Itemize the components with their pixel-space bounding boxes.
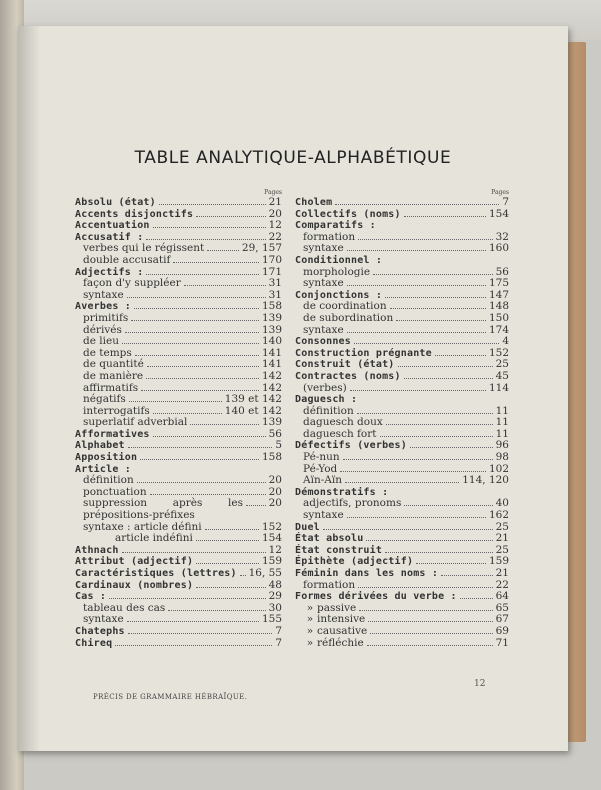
dot-leader (196, 563, 259, 564)
entry-term: façon d'y suppléer (83, 277, 181, 290)
entry-term: Aïn-Aïn (303, 474, 342, 487)
entry-term: de quantité (83, 358, 144, 371)
index-entry (295, 383, 509, 395)
entry-page-number: 142 (261, 381, 282, 394)
dot-leader (404, 505, 492, 506)
entry-page-number: 30 (268, 601, 282, 614)
dot-leader (347, 332, 486, 333)
index-entry (295, 568, 509, 580)
entry-term: Conditionnel : (295, 254, 383, 266)
index-entry (75, 533, 282, 545)
entry-page-number: 154 (261, 532, 282, 545)
entry-page-number: 141 (261, 358, 282, 371)
entry-term: Chatephs (75, 625, 125, 637)
entry-term: Averbes : (75, 301, 131, 313)
entry-term: suppression après les prépositions-préfixes (83, 497, 243, 522)
entry-term: État construit (295, 544, 383, 556)
dot-leader (404, 216, 486, 217)
entry-page-number: 162 (488, 509, 509, 522)
entry-page-number: 5 (275, 439, 282, 452)
index-entry (295, 545, 509, 557)
entry-page-number: 40 (495, 497, 509, 510)
index-column-left (75, 189, 282, 649)
entry-page-number: 29, 157 (241, 242, 282, 255)
entry-page-number: 174 (488, 323, 509, 336)
dot-leader (460, 598, 493, 599)
dot-leader (125, 332, 259, 333)
entry-term: Formes dérivées du verbe : (295, 591, 457, 603)
dot-leader (386, 424, 493, 425)
dot-leader (435, 355, 486, 356)
entry-page-number: 141 (261, 346, 282, 359)
dot-leader (134, 308, 259, 309)
dot-leader (140, 459, 259, 460)
index-column-right (295, 189, 509, 649)
entry-page-number: 155 (261, 613, 282, 626)
index-entry (295, 359, 509, 371)
dot-leader (159, 204, 266, 205)
index-entry (75, 638, 282, 650)
index-entry (295, 580, 509, 592)
entry-page-number: 7 (275, 624, 282, 637)
dot-leader (246, 505, 266, 506)
entry-term: Cas : (75, 591, 107, 603)
dot-leader (366, 540, 492, 541)
index-entry (75, 614, 282, 626)
entry-page-number: 25 (495, 543, 509, 556)
entry-term: de coordination (303, 300, 387, 313)
entry-term: syntaxe (303, 277, 344, 290)
entry-term: Apposition (75, 452, 138, 464)
entry-page-number: 150 (488, 311, 509, 324)
entry-page-number: 25 (495, 358, 509, 371)
entry-term: de subordination (303, 311, 394, 324)
page-gutter-shadow (18, 26, 40, 751)
entry-term: Caractéristiques (lettres) (75, 568, 237, 579)
index-entry (295, 452, 509, 464)
entry-page-number: 158 (261, 451, 282, 464)
dot-leader (207, 250, 239, 251)
dot-leader (358, 587, 493, 588)
entry-page-number: 64 (495, 590, 509, 603)
entry-page-number: 25 (495, 520, 509, 533)
entry-page-number: 98 (495, 451, 509, 464)
dot-leader (127, 297, 266, 298)
dot-leader (184, 285, 266, 286)
dot-leader (131, 320, 259, 321)
entry-page-number: 21 (268, 196, 282, 208)
dot-leader (380, 436, 493, 437)
dot-leader (141, 390, 259, 391)
pages-header: Pages (491, 189, 509, 196)
entry-term: interrogatifs (83, 404, 150, 417)
entry-page-number: 140 et 142 (224, 404, 282, 417)
dot-leader (323, 529, 493, 530)
entry-page-number: 175 (488, 277, 509, 290)
index-entry (75, 568, 282, 580)
dot-leader (205, 529, 259, 530)
index-entry (295, 533, 509, 545)
entry-page-number: 48 (268, 578, 282, 591)
dot-leader (390, 308, 486, 309)
index-entry (295, 556, 509, 568)
index-entry (75, 417, 282, 429)
entry-term: Duel (295, 521, 320, 533)
entry-term: » intensive (295, 614, 365, 626)
entry-term: Afformatives (75, 428, 150, 440)
entry-term: Défectifs (verbes) (295, 440, 407, 452)
entry-term: Démonstratifs : (295, 486, 389, 498)
entry-page-number: 11 (495, 427, 509, 440)
index-entry (75, 371, 282, 383)
ditto-mark: » (306, 636, 314, 649)
entry-page-number: 65 (495, 601, 509, 614)
dot-leader (146, 378, 259, 379)
entry-page-number: 20 (268, 207, 282, 220)
entry-page-number: 170 (261, 253, 282, 266)
entry-page-number: 12 (268, 543, 282, 556)
entry-term: » passive (295, 603, 356, 615)
dot-leader (150, 494, 266, 495)
entry-term: daguesch doux (303, 416, 383, 429)
index-entry (75, 429, 282, 441)
entry-term: définition (83, 474, 134, 487)
index-entry (295, 475, 509, 487)
entry-page-number: 56 (268, 427, 282, 440)
dot-leader (370, 633, 492, 634)
index-entry (295, 348, 509, 360)
entry-term: Féminin dans les noms : (295, 568, 439, 579)
index-entry (295, 394, 509, 406)
entry-term: syntaxe (303, 509, 344, 522)
entry-term: » causative (295, 626, 367, 638)
entry-term: Absolu (état) (75, 197, 156, 208)
entry-term: daguesch fort (303, 427, 377, 440)
entry-term: Collectifs (noms) (295, 208, 401, 220)
entry-page-number: 20 (268, 474, 282, 487)
index-entry (75, 336, 282, 348)
entry-page-number: 45 (495, 369, 509, 382)
entry-page-number: 22 (268, 230, 282, 243)
entry-term: syntaxe (303, 323, 344, 336)
entry-term: affirmatifs (83, 381, 139, 394)
entry-term: tableau des cas (83, 601, 166, 614)
entry-page-number: 4 (502, 335, 509, 348)
dot-leader (196, 540, 259, 541)
entry-page-number: 102 (488, 462, 509, 475)
entry-page-number: 22 (495, 578, 509, 591)
index-entry (295, 336, 509, 348)
entry-page-number: 29 (268, 590, 282, 603)
entry-page-number: 171 (261, 265, 282, 278)
entry-page-number: 20 (268, 485, 282, 498)
dot-leader (350, 390, 486, 391)
dot-leader (441, 575, 493, 576)
dot-leader (153, 413, 222, 414)
entry-page-number: 11 (495, 416, 509, 429)
entry-term: Conjonctions : (295, 289, 383, 301)
dot-leader (153, 227, 266, 228)
dot-leader (385, 297, 486, 298)
dot-leader (109, 598, 266, 599)
entry-page-number: 152 (488, 346, 509, 359)
dot-leader (135, 355, 259, 356)
dot-leader (373, 274, 493, 275)
entry-term: (verbes) (303, 381, 347, 394)
index-entry (75, 545, 282, 557)
entry-page-number: 7 (502, 196, 509, 208)
dot-leader (240, 575, 246, 576)
index-entry (75, 313, 282, 325)
entry-page-number: 159 (488, 555, 509, 568)
index-entry (295, 325, 509, 337)
dot-leader (168, 610, 265, 611)
index-entry (295, 638, 509, 650)
dot-leader (385, 552, 493, 553)
index-list-right (295, 197, 509, 649)
entry-page-number: 159 (261, 555, 282, 568)
index-entry (75, 440, 282, 452)
entry-page-number: 12 (268, 219, 282, 232)
signature-mark: 12 (474, 679, 486, 689)
dot-leader (345, 482, 459, 483)
dot-leader (340, 471, 486, 472)
dot-leader (196, 587, 265, 588)
entry-term: Athnach (75, 544, 119, 556)
entry-term: Cholem (295, 197, 333, 208)
dot-leader (396, 320, 486, 321)
entry-term: de temps (83, 346, 132, 359)
entry-page-number: 96 (495, 439, 509, 452)
index-entry (295, 371, 509, 383)
index-entry (75, 278, 282, 290)
dot-leader (335, 204, 499, 205)
entry-term: Chireq (75, 637, 113, 649)
entry-term: article indéfini (115, 532, 193, 545)
dot-leader (359, 610, 492, 611)
index-entry (295, 243, 509, 255)
entry-page-number: 139 (261, 323, 282, 336)
dot-leader (173, 262, 259, 263)
dot-leader (146, 239, 265, 240)
entry-page-number: 154 (488, 207, 509, 220)
entry-term: Attribut (adjectif) (75, 556, 194, 568)
entry-page-number: 67 (495, 613, 509, 626)
entry-term: Consonnes (295, 336, 351, 348)
entry-term: Contractes (noms) (295, 370, 401, 382)
dot-leader (122, 552, 266, 553)
dot-leader (416, 563, 486, 564)
entry-term: Pé-Yod (303, 462, 338, 475)
entry-term: syntaxe (83, 288, 124, 301)
book-page (18, 26, 568, 751)
entry-term: formation (303, 578, 356, 591)
entry-term: Cardinaux (nombres) (75, 579, 194, 591)
entry-term: syntaxe : article défini (83, 520, 202, 533)
index-list-left (75, 197, 282, 649)
entry-page-number: 140 (261, 335, 282, 348)
entry-page-number: 16, 55 (248, 567, 282, 579)
entry-term: Article : (75, 463, 131, 475)
ditto-mark: » (306, 601, 314, 614)
index-entry (75, 290, 282, 302)
dot-leader (368, 621, 492, 622)
dot-leader (398, 366, 493, 367)
entry-term: Adjectifs : (75, 266, 144, 278)
dot-leader (128, 447, 273, 448)
index-entry (75, 209, 282, 221)
index-entry (295, 522, 509, 534)
dot-leader (357, 413, 493, 414)
entry-page-number: 32 (495, 230, 509, 243)
entry-page-number: 31 (268, 277, 282, 290)
entry-term: verbes qui le régissent (83, 242, 205, 255)
entry-page-number: 158 (261, 300, 282, 313)
dot-leader (127, 621, 259, 622)
dot-leader (354, 343, 499, 344)
page-footer: PRÉCIS DE GRAMMAIRE HÉBRAÏQUE. (93, 693, 248, 701)
index-entry (295, 510, 509, 522)
dot-leader (347, 517, 486, 518)
index-entry (295, 313, 509, 325)
entry-term: Daguesch : (295, 394, 358, 406)
index-entry (75, 498, 282, 521)
entry-page-number: 152 (261, 520, 282, 533)
entry-term: » réfléchie (295, 638, 364, 650)
entry-page-number: 11 (495, 404, 509, 417)
entry-term: de manière (83, 369, 144, 382)
entry-term: primitifs (83, 311, 129, 324)
index-entry (75, 580, 282, 592)
page-title: TABLE ANALYTIQUE-ALPHABÉTIQUE (134, 148, 452, 168)
dot-leader (153, 436, 266, 437)
entry-term: Accusatif : (75, 231, 144, 243)
entry-term: morphologie (303, 265, 371, 278)
ditto-mark: » (306, 613, 314, 626)
entry-page-number: 20 (268, 497, 282, 510)
index-entry (75, 220, 282, 232)
entry-term: adjectifs, pronoms (303, 497, 402, 510)
entry-term: Construit (état) (295, 359, 395, 371)
index-entry (75, 197, 282, 209)
index-entry (295, 209, 509, 221)
dot-leader (367, 645, 493, 646)
ditto-mark: » (306, 624, 314, 637)
entry-page-number: 21 (495, 567, 509, 579)
entry-term: superlatif adverbial (83, 416, 188, 429)
index-entry (75, 394, 282, 406)
dot-leader (410, 447, 493, 448)
entry-term: de lieu (83, 335, 119, 348)
entry-term: Comparatifs : (295, 220, 376, 232)
entry-page-number: 114, 120 (462, 474, 509, 487)
index-entry (75, 626, 282, 638)
entry-term: Pé-nun (303, 451, 340, 464)
entry-page-number: 71 (495, 636, 509, 649)
dot-leader (122, 343, 259, 344)
dot-leader (137, 482, 266, 483)
entry-term: Accentuation (75, 220, 150, 232)
dot-leader (347, 250, 486, 251)
entry-page-number: 31 (268, 288, 282, 301)
entry-term: double accusatif (83, 253, 171, 266)
dot-leader (146, 274, 259, 275)
entry-term: Construction prégnante (295, 347, 432, 359)
entry-term: Épithète (adjectif) (295, 556, 414, 568)
index-entry (75, 452, 282, 464)
index-entry (295, 429, 509, 441)
index-entry (295, 278, 509, 290)
entry-term: ponctuation (83, 485, 147, 498)
entry-term: État absolu (295, 533, 364, 545)
entry-page-number: 139 (261, 311, 282, 324)
index-entry (295, 197, 509, 209)
entry-term: négatifs (83, 393, 126, 406)
dot-leader (190, 424, 259, 425)
dot-leader (196, 216, 265, 217)
entry-page-number: 56 (495, 265, 509, 278)
entry-term: définition (303, 404, 354, 417)
entry-page-number: 142 (261, 369, 282, 382)
entry-page-number: 139 (261, 416, 282, 429)
dot-leader (404, 378, 493, 379)
entry-page-number: 114 (488, 381, 509, 394)
dot-leader (128, 633, 273, 634)
entry-page-number: 69 (495, 624, 509, 637)
entry-page-number: 21 (495, 532, 509, 545)
dot-leader (343, 459, 493, 460)
pages-header: Pages (264, 189, 282, 196)
dot-leader (115, 645, 272, 646)
dot-leader (147, 366, 259, 367)
entry-term: Alphabet (75, 440, 125, 452)
entry-page-number: 139 et 142 (224, 393, 282, 406)
entry-page-number: 160 (488, 242, 509, 255)
entry-term: dérivés (83, 323, 122, 336)
entry-term: formation (303, 230, 356, 243)
entry-term: syntaxe (83, 613, 124, 626)
index-entry (75, 255, 282, 267)
entry-page-number: 148 (488, 300, 509, 313)
dot-leader (347, 285, 486, 286)
entry-page-number: 7 (275, 636, 282, 649)
index-entry (295, 255, 509, 267)
dot-leader (129, 401, 222, 402)
entry-page-number: 147 (488, 288, 509, 301)
entry-term: Accents disjonctifs (75, 208, 194, 220)
entry-term: syntaxe (303, 242, 344, 255)
dot-leader (358, 239, 493, 240)
